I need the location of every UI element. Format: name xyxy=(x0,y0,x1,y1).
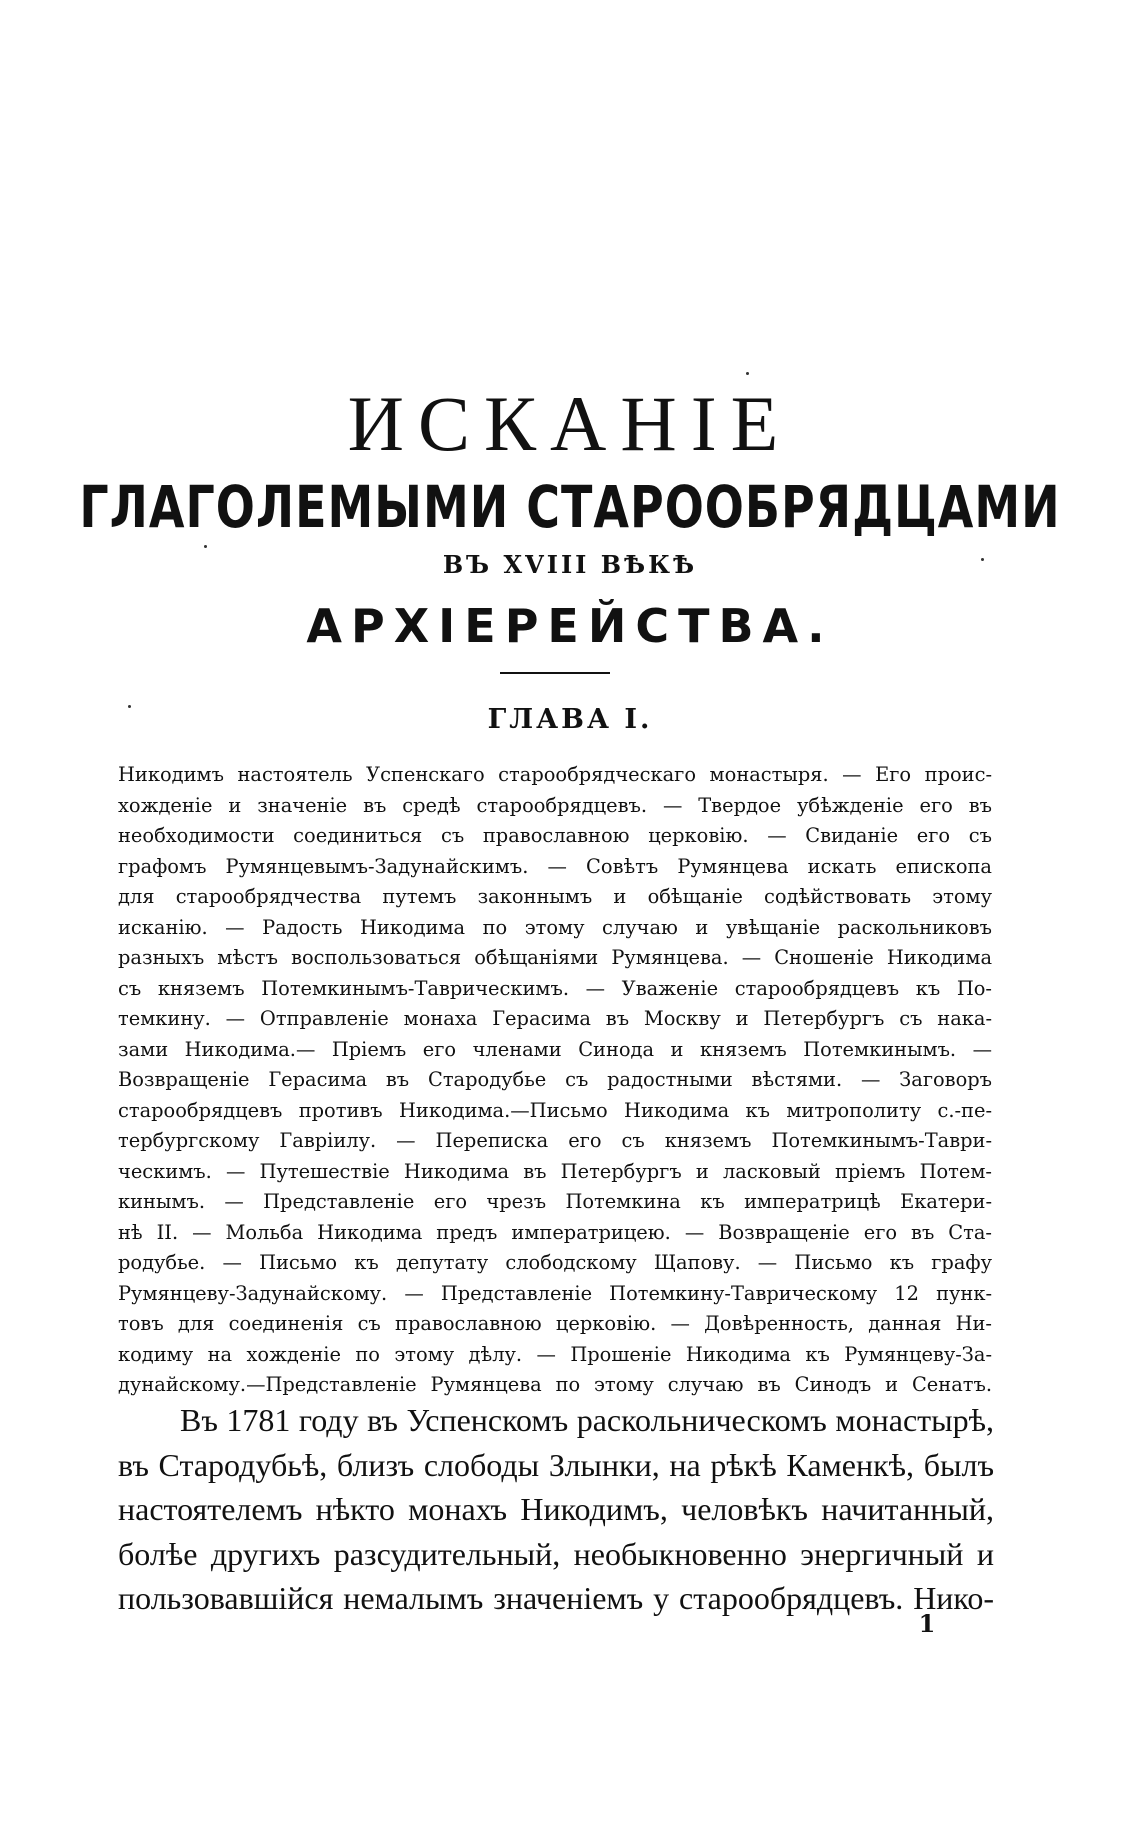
body-line: настоятелемъ нѣкто монахъ Никодимъ, человѣкъ начитанный, xyxy=(118,1491,994,1527)
body-line: пользовавшійся немалымъ значеніемъ у старообрядцевъ. Нико- xyxy=(118,1580,994,1616)
body-line: болѣе другихъ разсудительный, необыкновенно энергичный и xyxy=(118,1535,994,1572)
title-line-2: ГЛАГОЛЕМЫМИ СТАРООБРЯДЦАМИ xyxy=(79,473,1061,541)
summary-line: необходимости соединиться съ православною церковію. — Свиданіе его съ xyxy=(118,824,992,847)
summary-line: нѣ II. — Мольба Никодима предъ императрицею. — Возвращеніе его въ Ста- xyxy=(118,1220,992,1244)
body-line: Въ 1781 году въ Успенскомъ раскольническомъ монастырѣ, xyxy=(180,1402,994,1438)
chapter-heading: ГЛАВА I. xyxy=(487,704,653,735)
page-number: 1 xyxy=(918,1609,936,1638)
title-line-3: ВЪ XVIII ВѢКѢ xyxy=(442,550,698,579)
divider-rule xyxy=(500,672,610,674)
scan-speck xyxy=(204,545,207,548)
summary-line: кинымъ. — Представленіе его чрезъ Потемкина къ императрицѣ Екатери- xyxy=(118,1190,992,1213)
summary-line: ческимъ. — Путешествіе Никодима въ Петербургъ и ласковый пріемъ Потем- xyxy=(118,1159,992,1183)
summary-line: исканію. — Радость Никодима по этому случаю и увѣщаніе раскольниковъ xyxy=(118,915,992,939)
title-line-1: ИСКАНІЕ xyxy=(347,380,793,467)
summary-line: зами Никодима.— Пріемъ его членами Синода и княземъ Потемкинымъ. — xyxy=(118,1037,992,1061)
scan-speck xyxy=(128,705,131,708)
summary-line: дунайскому.—Представленіе Румянцева по этому случаю въ Синодъ и Сенатъ. xyxy=(118,1373,992,1396)
body-line: въ Стародубьѣ, близъ слободы Злынки, на рѣкѣ Каменкѣ, былъ xyxy=(118,1446,994,1483)
scan-speck xyxy=(746,372,749,375)
summary-line: Никодимъ настоятель Успенскаго старообрядческаго монастыря. — Его проис- xyxy=(118,763,992,786)
scan-speck xyxy=(981,558,984,561)
summary-line: Возвращеніе Герасима въ Стародубье съ радостными вѣстями. — Заговоръ xyxy=(118,1068,992,1091)
summary-line: темкину. — Отправленіе монаха Герасима въ Москву и Петербургъ съ нака- xyxy=(118,1007,992,1030)
summary-line: родубье. — Письмо къ депутату слободскому Щапову. — Письмо къ графу xyxy=(118,1251,992,1274)
summary-line: съ княземъ Потемкинымъ-Таврическимъ. — Уваженіе старообрядцевъ къ По- xyxy=(118,976,992,1000)
chapter-summary xyxy=(118,760,992,1401)
summary-line: хожденіе и значеніе въ средѣ старообрядцевъ. — Твердое убѣжденіе его въ xyxy=(118,793,992,817)
summary-line: старообрядцевъ противъ Никодима.—Письмо Никодима къ митрополиту с.-пе- xyxy=(118,1098,992,1122)
body-paragraph xyxy=(118,1398,994,1621)
summary-line: для старообрядчества путемъ законнымъ и обѣщаніе содѣйствовать этому xyxy=(118,885,992,908)
summary-line: разныхъ мѣстъ воспользоваться обѣщаніями Румянцева. — Сношеніе Никодима xyxy=(118,946,992,969)
summary-line: кодиму на хожденіе по этому дѣлу. — Прошеніе Никодима къ Румянцеву-За- xyxy=(118,1342,992,1366)
summary-line: товъ для соединенія съ православною церковію. — Довѣренность, данная Ни- xyxy=(118,1312,992,1335)
summary-line: графомъ Румянцевымъ-Задунайскимъ. — Совѣтъ Румянцева искать епископа xyxy=(118,854,992,878)
title-line-4: АРХІЕРЕЙСТВА. xyxy=(306,599,834,653)
summary-line: Румянцеву-Задунайскому. — Представленіе Потемкину-Таврическому 12 пунк- xyxy=(118,1281,992,1305)
summary-line: тербургскому Гавріилу. — Переписка его съ княземъ Потемкинымъ-Таври- xyxy=(118,1129,992,1152)
